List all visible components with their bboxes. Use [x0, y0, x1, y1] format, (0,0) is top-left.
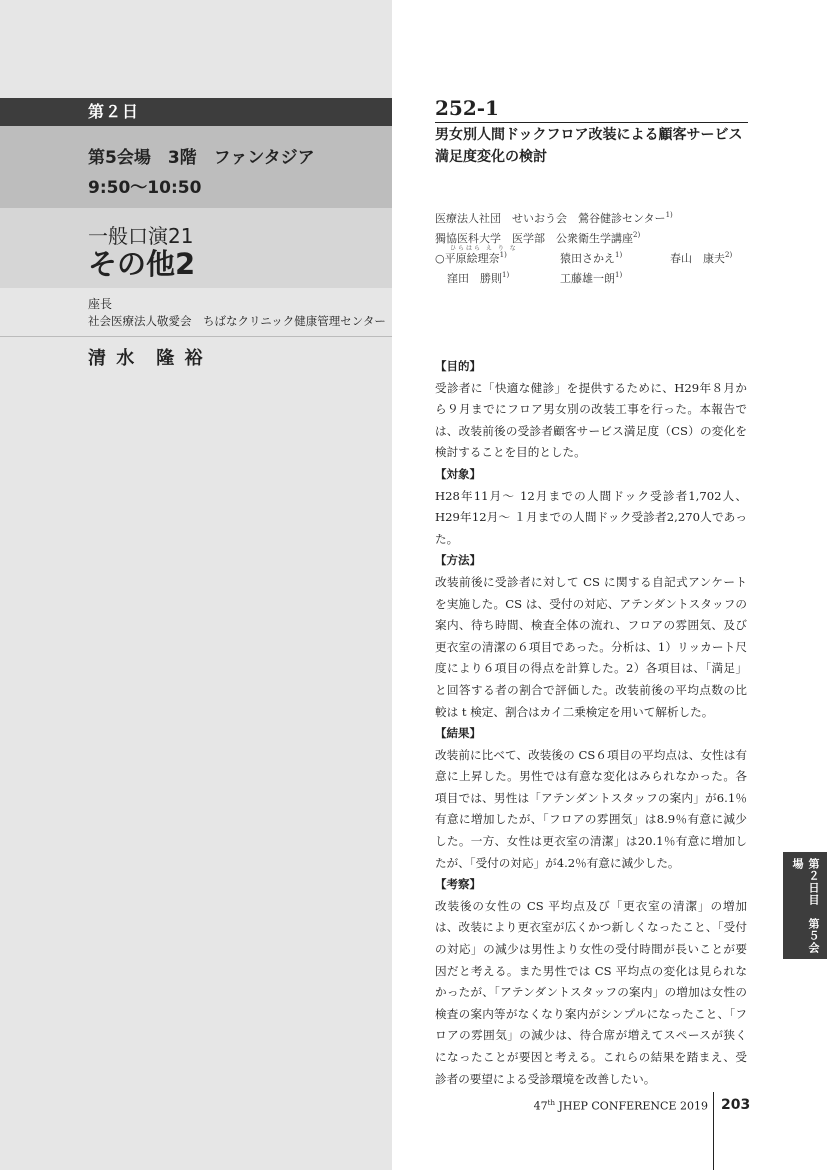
abstract-number: 252-1: [435, 96, 499, 120]
section-heading-results: 【結果】: [435, 726, 481, 741]
author-1: ○平原絵理奈$^{1)}$: [435, 251, 507, 265]
page-number: 203: [721, 1097, 751, 1113]
chair-label: 座長: [88, 297, 113, 311]
abstract-rule: [435, 122, 748, 123]
venue-box: [0, 126, 392, 208]
section-text-purpose: 受診者に「快適な健診」を提供するために、H29年８月から９月までにフロア男女別の改装工事を行った。本報告では、改装前後の受診者顧客サービス満足度（CS）の変化を検討することを目的とした。: [435, 380, 747, 460]
authors-row-2: [435, 265, 747, 285]
section-heading-purpose: 【目的】: [435, 359, 481, 373]
day-label: 第２日: [88, 102, 140, 121]
affiliation-1: 医療法人社団 せいおう会 鶯谷健診センター$^{1)}$: [435, 211, 673, 225]
time-label: 9:50～10:50: [88, 178, 202, 198]
side-tab: [783, 852, 827, 959]
author-ruby: ひらはら え り な: [450, 245, 518, 252]
session-number: 一般口演21: [88, 224, 194, 248]
session-box: [0, 208, 392, 288]
author-2: 猿田さかえ$^{1)}$: [560, 251, 623, 265]
section-text-results: 改装前に比べて、改装後の CS６項目の平均点は、女性は有意に上昇した。男性では有意な変化はみられなかった。各項目では、男性は「アテンダントスタッフの案内」が6.1％有意に増加したが、「フロアの雰囲気」は8.9％有意に減少した。一方、女性は更衣室の清潔」は20.1％有意に増加したが、「受付の対応」が4.2％有意に減少した。: [435, 747, 747, 870]
section-heading-discussion: 【考察】: [435, 877, 481, 892]
authors-row-1: [435, 245, 747, 265]
section-heading-methods: 【方法】: [435, 553, 481, 568]
section-text-subjects: H28年11月～ 12月までの人間ドック受診者1,702人、H29年12月～ １月までの人間ドック受診者2,270人であった。: [435, 488, 747, 546]
author-5: 工藤雄一朗$^{1)}$: [560, 271, 623, 285]
chair-divider: [0, 336, 392, 337]
chair-affiliation: 社会医療法人敬愛会 ちばなクリニック健康管理センター: [88, 314, 386, 328]
side-tab-label: 第２日目 第５会場: [791, 858, 820, 954]
abstract-body: [435, 356, 747, 1090]
chair-name: 清 水 隆 裕: [88, 348, 205, 369]
section-text-discussion: 改装後の女性の CS 平均点及び「更衣室の清潔」の増加は、改装により更衣室が広くかつ新しくなったこと、「受付の対応」の減少は男性より女性の受付時間が長いことが要因だと考える。また男性では CS 平均点の変化は見られなかったが、「アテンダントスタッフの案内」の増加は女性の検査の案内等がなくなり案内がシンプルになったこと、「フロアの雰囲気」の減少は、待合席が増えてスペースが狭くになったことが要因と考える。これらの結果を踏まえ、受診者の要望による受診環境を改善したい。: [435, 898, 747, 1086]
abstract-title: 男女別人間ドックフロア改装による顧客サービス満足度変化の検討: [435, 127, 743, 165]
section-text-methods: 改装前後に受診者に対して CS に関する自記式アンケートを実施した。CS は、受付の対応、アテンダントスタッフの案内、待ち時間、検査全体の流れ、フロアの雰囲気、及び更衣室の清潔の６項目であった。分析は、1）リッカート尺度により６項目の得点を計算した。2）各項目は、「満足」と回答する者の割合で評価した。改装前後の平均点数の比較は t 検定、割合はカイ二乗検定を用いて解析した。: [435, 574, 747, 719]
footer-rule: [713, 1092, 714, 1170]
day-header: [0, 98, 392, 126]
session-title: その他2: [88, 247, 196, 281]
authors-block: [435, 205, 747, 285]
author-3: 春山 康夫$^{2)}$: [670, 251, 733, 265]
affiliation-2: 獨協医科大学 医学部 公衆衛生学講座$^{2)}$: [435, 231, 641, 245]
footer-conference: 47th JHEP CONFERENCE 2019: [533, 1099, 708, 1113]
venue-label: 第5会場 3階 ファンタジア: [88, 148, 315, 168]
author-4: 窪田 勝則$^{1)}$: [447, 271, 510, 285]
section-heading-subjects: 【対象】: [435, 466, 481, 481]
